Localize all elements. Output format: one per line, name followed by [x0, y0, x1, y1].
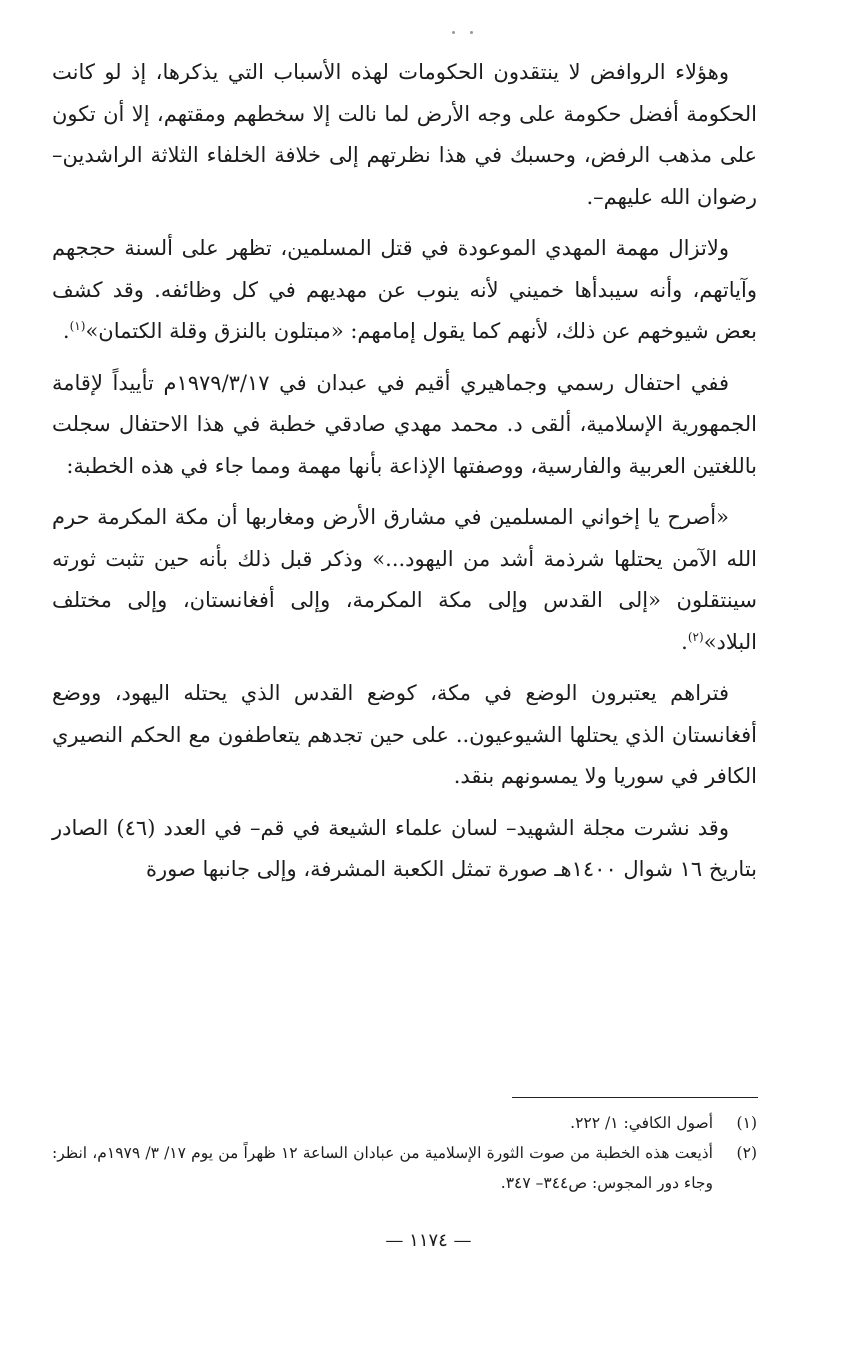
footnote-text: أصول الكافي: ١/ ٢٢٢.	[570, 1114, 713, 1132]
body-text	[52, 52, 757, 891]
paragraph: «أصرح يا إخواني المسلمين في مشارق الأرض ومغاربها أن مكة المكرمة حرم الله الآمن يحتلها شرذمة أشد من اليهود...» وذكر قبل ذلك بأنه حين تثبت ثورته سينتقلون «إلى القدس وإلى مكة المكرمة، وإلى أفغانستان، وإلى مختلف البلاد»$^{(٢)}$.	[52, 505, 757, 654]
footnotes	[52, 1108, 757, 1198]
page-number: — ١١٧٤ —	[385, 1230, 472, 1251]
footnote-number: (١)	[736, 1114, 757, 1132]
footnote	[52, 1108, 757, 1138]
footnote-marker: (١)	[69, 319, 86, 333]
footnote-divider	[512, 1097, 758, 1098]
paragraph: فتراهم يعتبرون الوضع في مكة، كوضع القدس الذي يحتله اليهود، ووضع أفغانستان الذي يحتلها الشيوعيون.. على حين تجدهم يتعاطفون مع الحكم النصيري الكافر في سوريا ولا يمسونهم بنقد.	[52, 681, 757, 788]
scan-speck	[452, 31, 455, 34]
footnote-marker: (٢)	[687, 629, 704, 644]
scan-speck	[470, 31, 473, 34]
paragraph: ففي احتفال رسمي وجماهيري أقيم في عبدان في ١٩٧٩/٣/١٧م تأييداً لإقامة الجمهورية الإسلامية، ألقى د. محمد مهدي صادقي خطبة في هذا الاحتفال سجلت باللغتين العربية والفارسية، ووصفتها الإذاعة بأنها مهمة ومما جاء في هذه الخطبة:	[52, 370, 757, 478]
paragraph: وقد نشرت مجلة الشهيد– لسان علماء الشيعة في قم– في العدد (٤٦) الصادر بتاريخ ١٦ شوال ١٤٠٠هـ صورة تمثل الكعبة المشرفة، وإلى جانبها صورة	[52, 815, 757, 881]
footnote-text: أذيعت هذه الخطبة من صوت الثورة الإسلامية من عبادان الساعة ١٢ ظهراً من يوم ١٧/ ٣/ ١٩٧٩م، انظر: وجاء دور المجوس: ص٣٤٤– ٣٤٧.	[52, 1144, 713, 1192]
paragraph: وهؤلاء الروافض لا ينتقدون الحكومات لهذه الأسباب التي يذكرها، إذ لو كانت الحكومة أفضل حكومة على وجه الأرض لما نالت إلا سخطهم ومقتهم، إلا أن تكون على مذهب الرفض، وحسبك في هذا نظرتهم إلى خلافة الخلفاء الثلاثة الراشدين–رضوان الله عليهم–.	[52, 60, 757, 209]
footnote	[52, 1138, 757, 1198]
footnote-number: (٢)	[736, 1144, 757, 1162]
paragraph: ولاتزال مهمة المهدي الموعودة في قتل المسلمين، تظهر على ألسنة حججهم وآياتهم، وأنه سيبدأها خميني لأنه ينوب عن مهديهم في كل وظائفه. وقد كشف بعض شيوخهم عن ذلك، لأنهم كما يقول إمامهم: «مبتلون بالنزق وقلة الكتمان»$^{(١)}$.	[52, 236, 757, 343]
